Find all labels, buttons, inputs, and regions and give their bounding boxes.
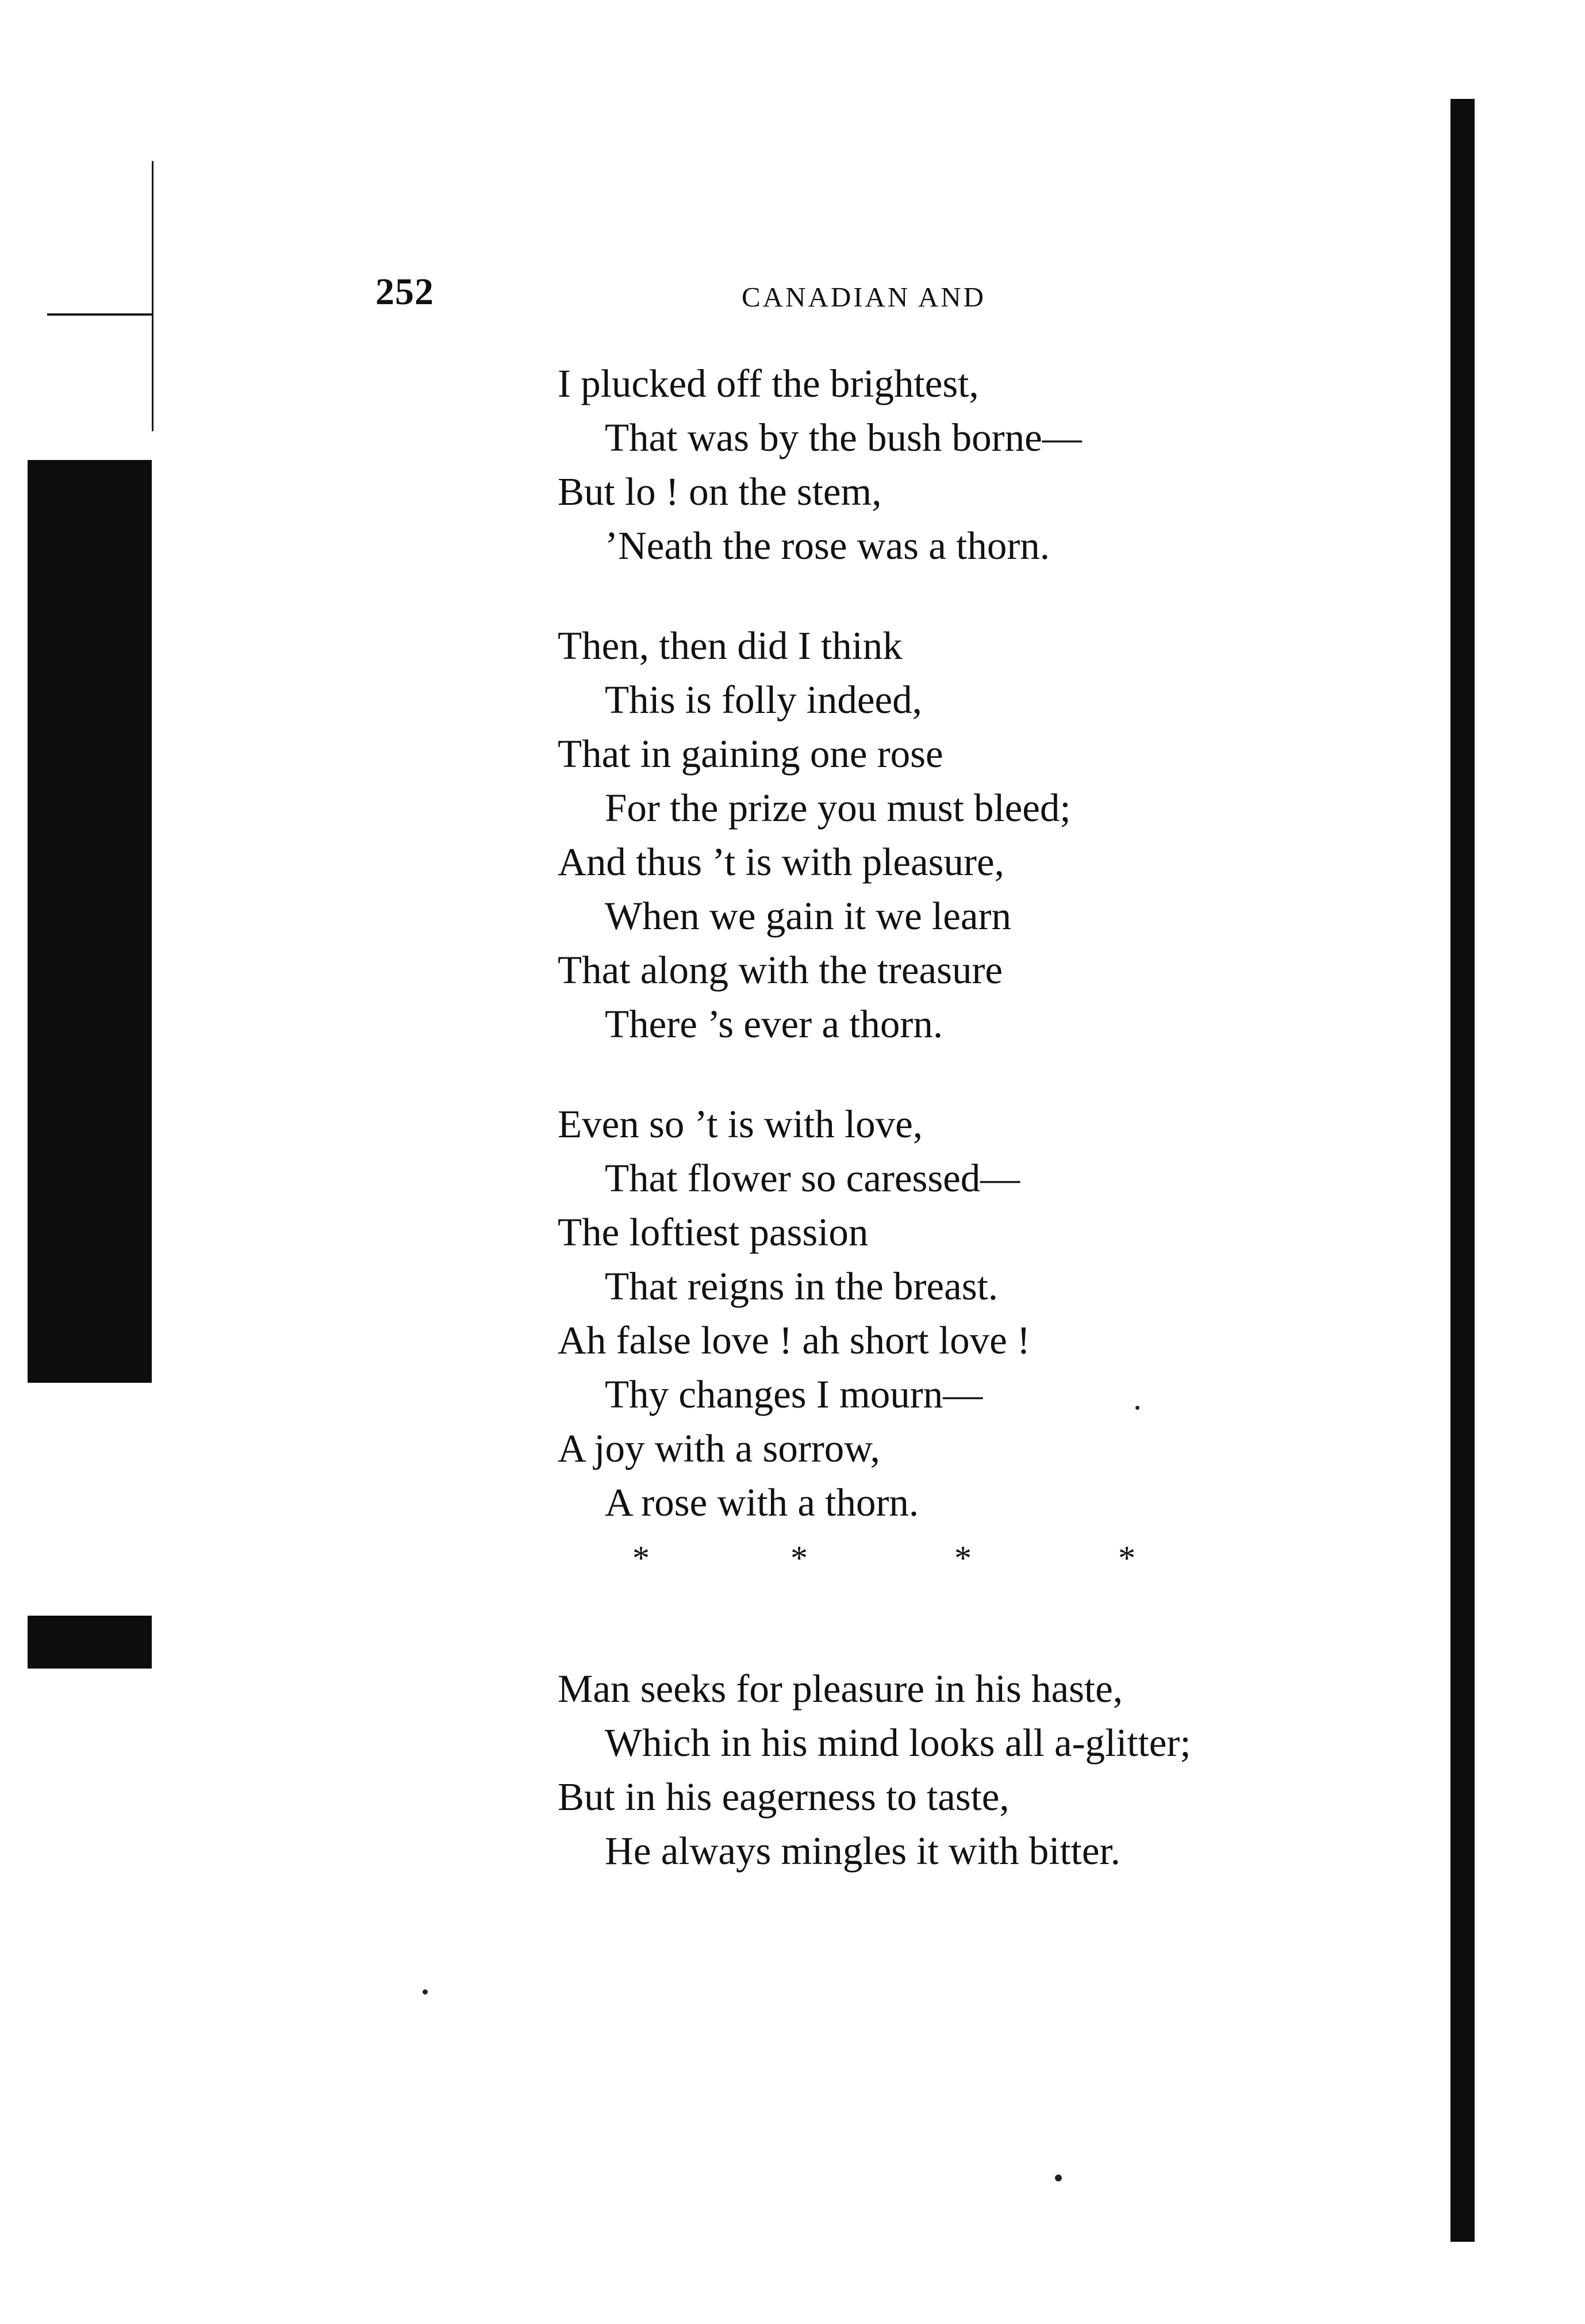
poem-line: He always mingles it with bitter.: [605, 1829, 1120, 1873]
poem-body: [558, 356, 1322, 1878]
poem-line: A rose with a thorn.: [605, 1481, 919, 1524]
separator-asterisk: *: [632, 1539, 650, 1577]
poem-line: Man seeks for pleasure in his haste,: [558, 1667, 1123, 1711]
scan-speck: [423, 1989, 428, 1995]
scan-margin-bar-left-lower: [28, 1616, 152, 1669]
page-header: [0, 270, 1585, 333]
poem-line: A joy with a sorrow,: [558, 1426, 880, 1470]
poem-line: That in gaining one rose: [558, 732, 943, 776]
running-head: CANADIAN AND: [742, 281, 987, 313]
poem-line: I plucked off the brightest,: [558, 362, 979, 405]
poem-line: But in his eagerness to taste,: [558, 1775, 1010, 1819]
poem-line: Which in his mind looks all a-glitter;: [605, 1721, 1191, 1765]
poem-line: Then, then did I think: [558, 624, 903, 668]
separator-asterisk: *: [1118, 1539, 1135, 1577]
stanza-2: [558, 619, 1322, 1051]
poem-line: Ah false love ! ah short love !: [558, 1318, 1031, 1362]
section-separator: [558, 1529, 1322, 1587]
page-number: 252: [375, 271, 434, 313]
poem-line: Even so ’t is with love,: [558, 1102, 923, 1146]
poem-line: Thy changes I mourn—: [605, 1372, 983, 1416]
poem-line: That flower so caressed—: [605, 1156, 1020, 1200]
separator-asterisk: *: [790, 1539, 808, 1577]
separator-asterisk: *: [954, 1539, 972, 1577]
scan-margin-bar-left-upper: [28, 460, 152, 1383]
poem-line: When we gain it we learn: [605, 894, 1011, 938]
poem-line: That reigns in the breast.: [605, 1264, 999, 1308]
scan-gutter-bar-right: [1450, 99, 1475, 2242]
final-stanza: [558, 1662, 1322, 1878]
stanza-1: [558, 356, 1322, 573]
poem-line: The loftiest passion: [558, 1210, 869, 1254]
poem-line: And thus ’t is with pleasure,: [558, 840, 1004, 884]
poem-line: That along with the treasure: [558, 948, 1003, 992]
stanza-gap: [558, 1051, 1322, 1097]
stanza-gap: [558, 573, 1322, 619]
poem-line: This is folly indeed,: [605, 678, 922, 722]
poem-line: But lo ! on the stem,: [558, 470, 882, 513]
poem-line: There ’s ever a thorn.: [605, 1002, 943, 1046]
scan-speck: [1055, 2175, 1062, 2181]
stanza-gap: [558, 1587, 1322, 1662]
poem-line: For the prize you must bleed;: [605, 786, 1071, 830]
stanza-3: [558, 1097, 1322, 1529]
poem-line: ’Neath the rose was a thorn.: [605, 524, 1050, 567]
poem-line: That was by the bush borne—: [605, 416, 1082, 459]
